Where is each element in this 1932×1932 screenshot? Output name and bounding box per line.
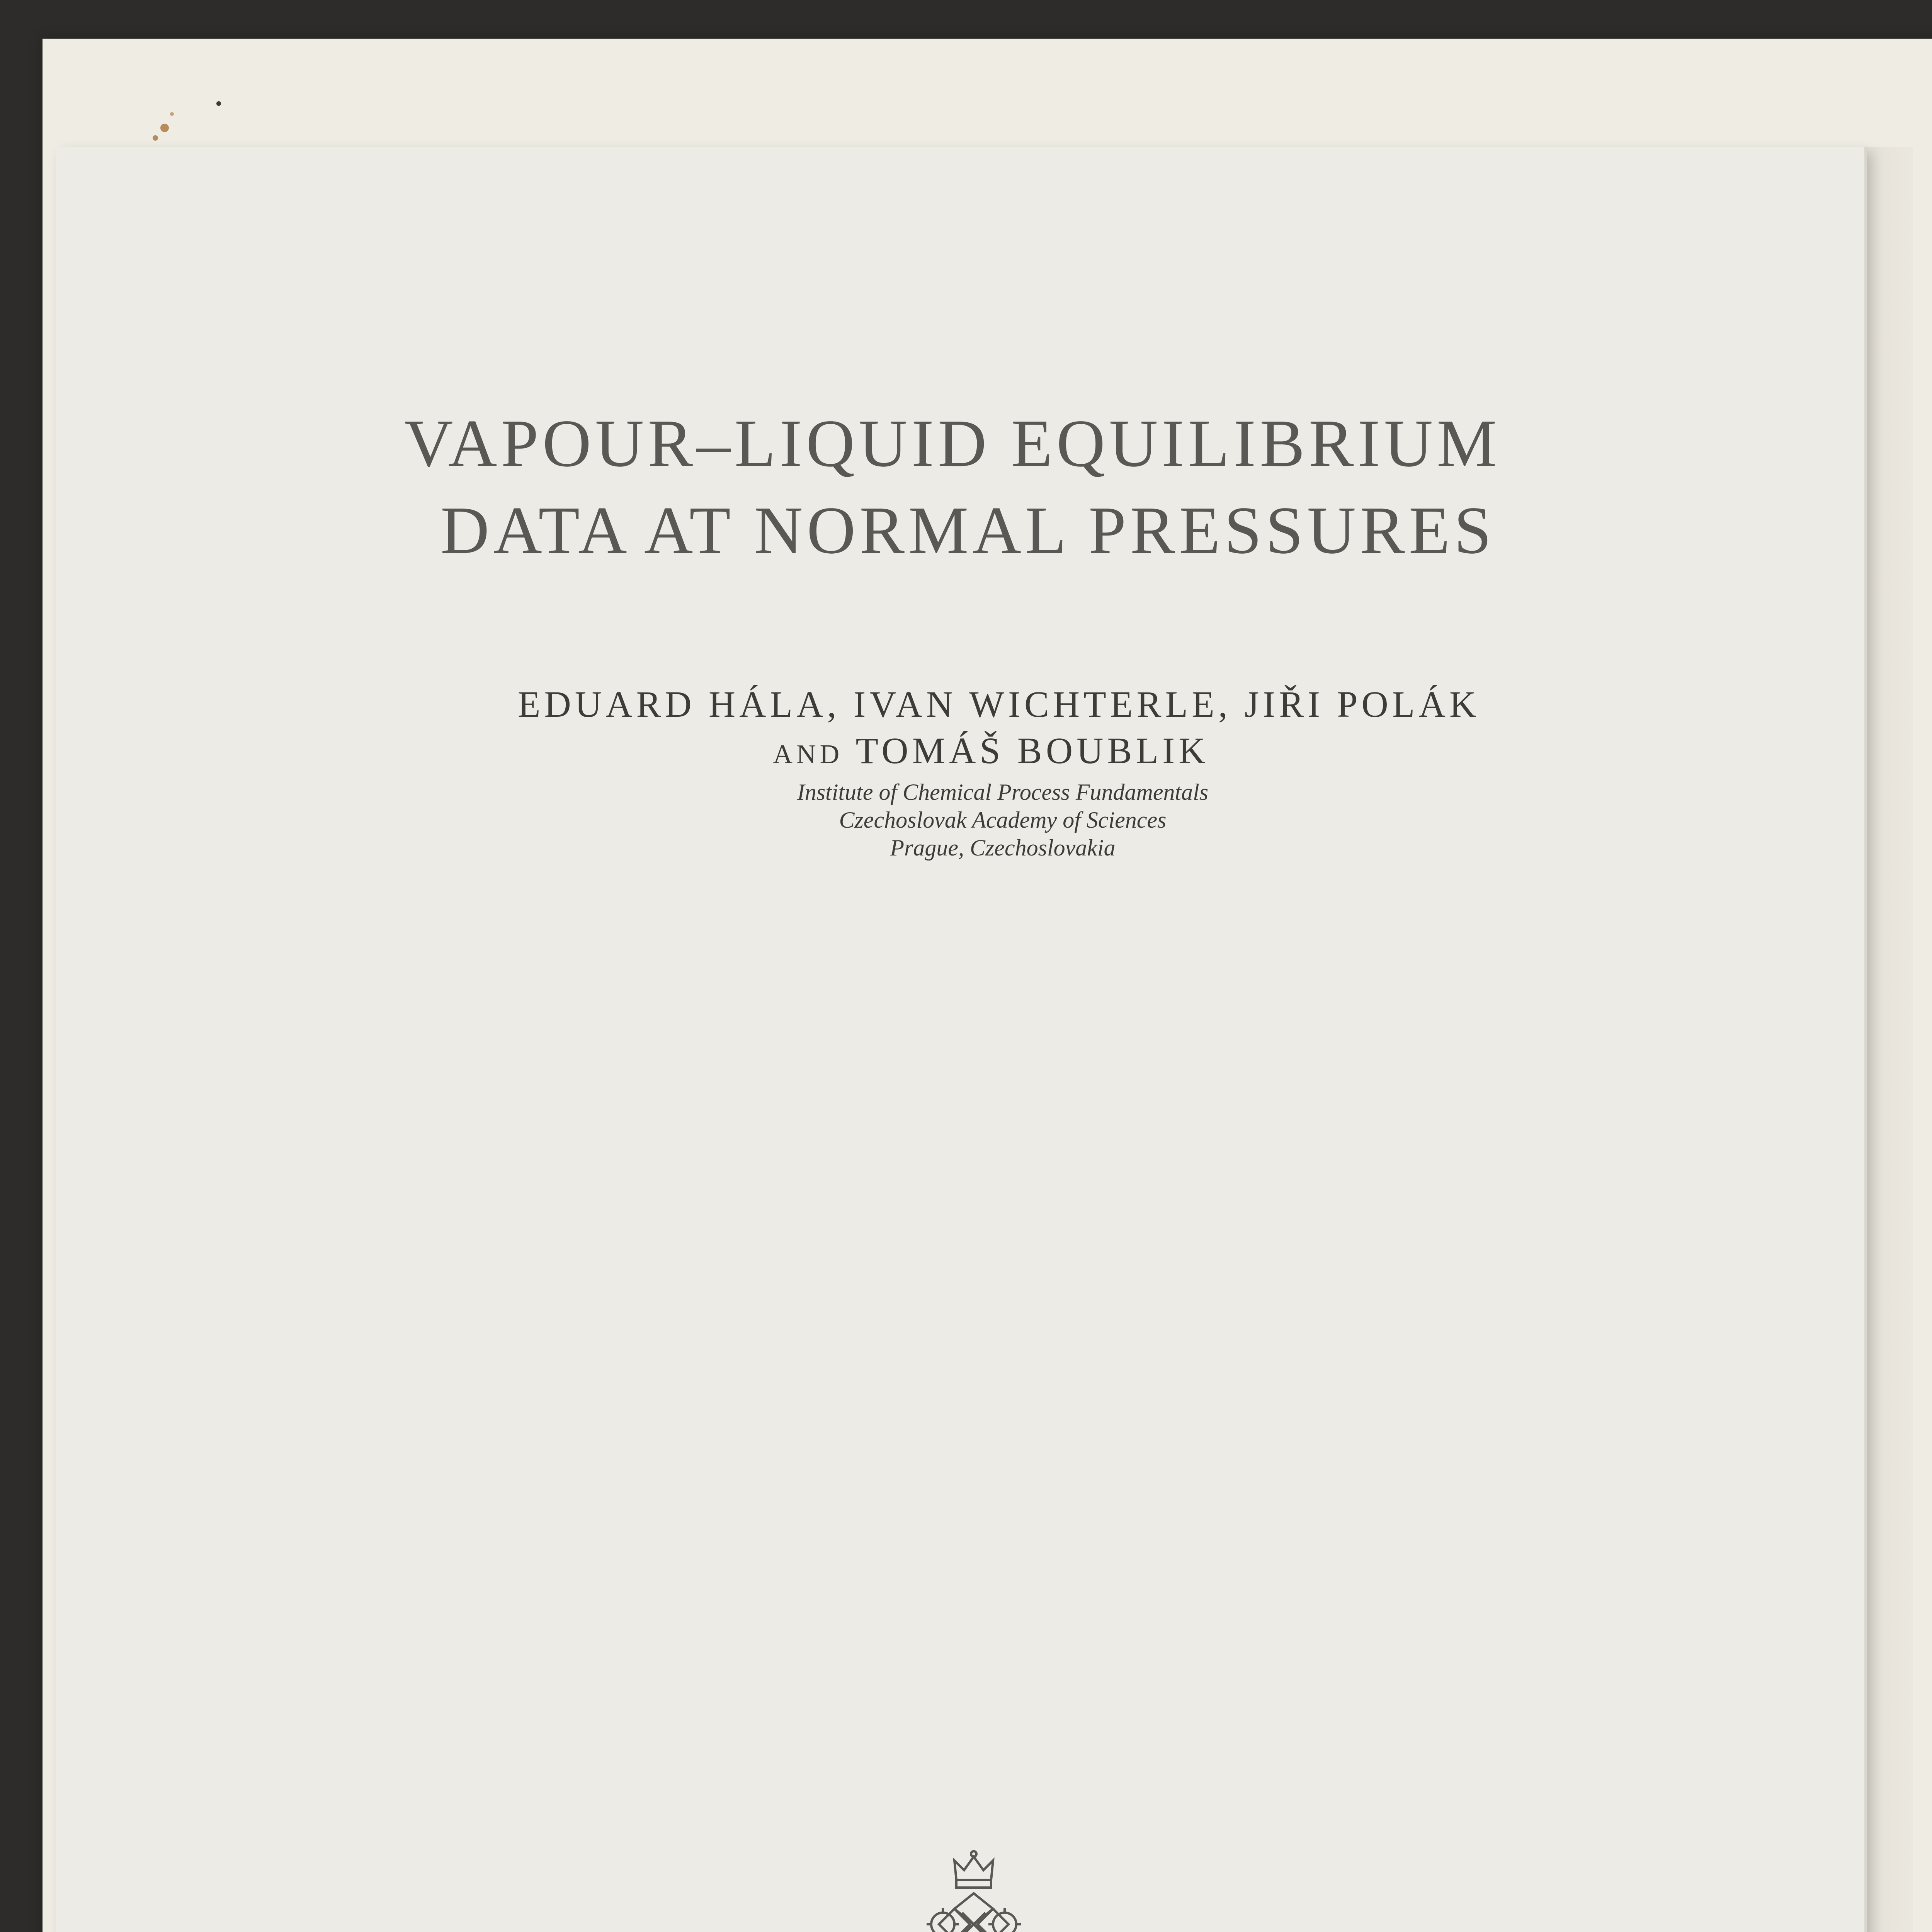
affiliation-line-2: Czechoslovak Academy of Sciences xyxy=(839,807,1167,833)
title-page xyxy=(56,147,1864,1932)
book-title-line-1: VAPOUR–LIQUID EQUILIBRIUM xyxy=(404,406,1501,481)
authors-line-2 xyxy=(87,732,1895,769)
book-title-line-2: DATA AT NORMAL PRESSURES xyxy=(440,493,1496,568)
paper-speck xyxy=(160,124,169,132)
page-edge-strip xyxy=(1866,147,1913,1932)
author-name-boublik: TOMÁŠ BOUBLIK xyxy=(855,730,1209,771)
paper-speck xyxy=(216,101,221,106)
and-word: AND xyxy=(773,740,844,769)
affiliation-line-1: Institute of Chemical Process Fundamentals xyxy=(797,779,1209,805)
affiliation-line-3: Prague, Czechoslovakia xyxy=(890,835,1116,861)
paper-speck xyxy=(153,135,158,141)
authors-line-1: EDUARD HÁLA, IVAN WICHTERLE, JIŘI POLÁK xyxy=(517,684,1480,725)
paper-speck xyxy=(170,112,174,116)
queens-award-emblem-icon xyxy=(916,1843,1032,1932)
